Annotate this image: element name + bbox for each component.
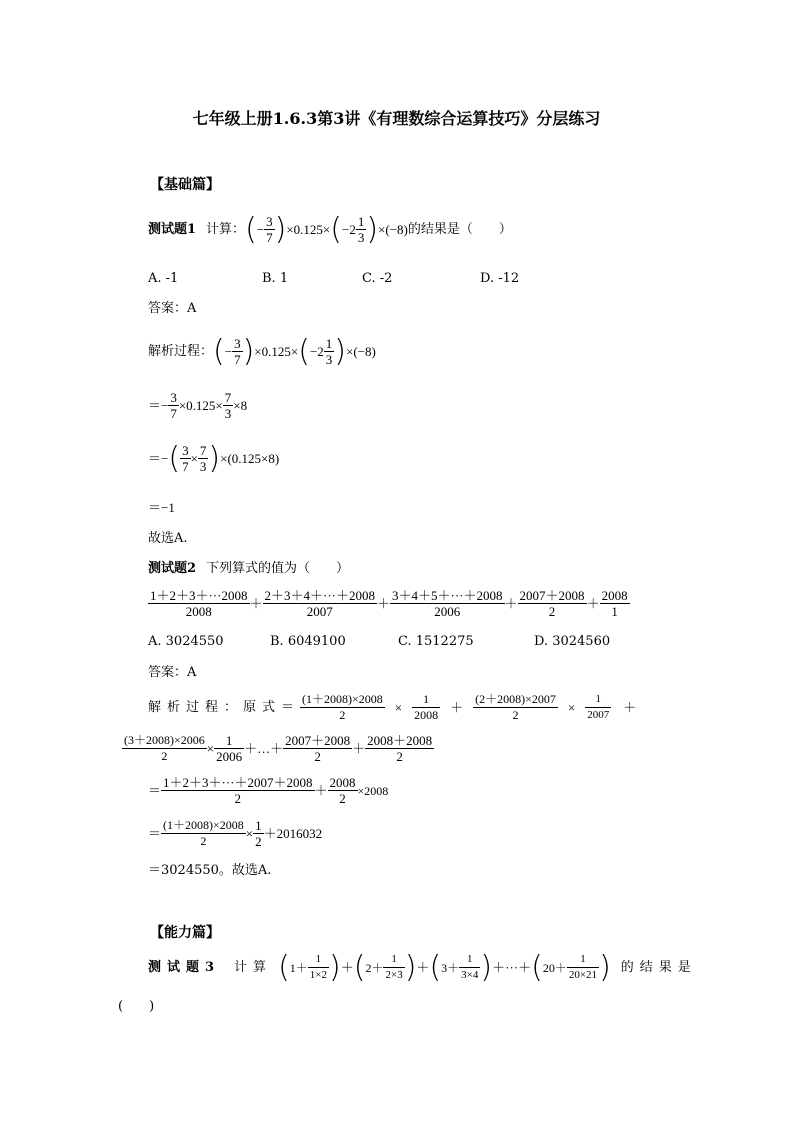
question-1: 测试题1 计算： ( − $\frac{3}{7}$ ) ×0.125× ( −2 $\frac{1}{3}$ ) ×(−8) 的结果是（ ） [148, 211, 512, 247]
question-2 [148, 561, 349, 577]
q1-step-1: ＝− $\frac{3}{7}$ ×0.125× $\frac{7}{3}$ ×8 [148, 390, 248, 421]
question-1-label: 测试题1 [148, 221, 197, 237]
fraction: $\frac{3}{7}$ [266, 214, 273, 245]
fraction: $\frac{1}{3}$ [357, 214, 365, 245]
q2-solution-label: 解析过程：原式＝ [148, 699, 301, 715]
q2-solution-line-4: ＝ $\frac{(1+2008)\times 2008}{2}$ × $\frac{1}{2}$ ＋2016032 [148, 818, 323, 849]
q1-option-c: C. -2 [362, 271, 393, 286]
page-title: 七年级上册1.6.3第3讲《有理数综合运算技巧》分层练习 [192, 109, 601, 128]
question-2-prompt: 下列算式的值为（ ） [206, 561, 350, 576]
q2-option-a: A. 3024550 [148, 634, 224, 649]
question-3-ending: 的结果是 [620, 959, 697, 975]
q1-solution-label: 解析过程： [148, 343, 214, 359]
q2-answer: 答案：A [148, 665, 197, 680]
q2-solution-line-3: ＝ $\frac{1+2+3+\cdot\cdot\cdot+2007+2008}{2}$ ＋ $\frac{2008}{2}$ ×2008 [148, 775, 389, 806]
question-2-expression: $\frac{1+2+3+\cdot\cdot\cdot 2008}{2008}$ ＋ $\frac{2+3+4+\cdot\cdot\cdot+2008}{2007}$ ＋ $\frac{3+4+5+\cdot\cdot\cdot+2008}{2006}$ ＋ $\frac{2007+2008}{2}$ ＋ $\frac{2008}{1}$ [150, 588, 628, 619]
q1-conclusion: 故选A. [148, 531, 188, 546]
question-3-prompt: 计算 [234, 959, 273, 975]
q1-option-d: D. -12 [480, 271, 520, 286]
q2-solution-line-2: $\frac{(3+2008)\times 2006}{2}$ × $\frac{1}{2006}$ ＋…＋ $\frac{2007+2008}{2}$ ＋ $\frac{2008+2008}{2}$ [124, 733, 433, 764]
q2-solution-line-1: 解析过程：原式＝ $\frac{(1+2008)\times 2008}{2}$ × $\frac{1}{2008}$ ＋ $\frac{(2+2008)\times 2007}{2}$ × $\frac{1}{2007}$ ＋ [148, 692, 637, 722]
question-2-label: 测试题2 [148, 561, 197, 576]
q1-step-3: ＝−1 [148, 500, 175, 515]
q1-solution: 解析过程： ( − $\frac{3}{7}$ ) ×0.125× ( −2 $\frac{1}{3}$ ) ×(−8) [148, 333, 376, 369]
q2-option-d: D. 3024560 [534, 634, 611, 649]
q1-option-a: A. -1 [148, 271, 179, 286]
q1-answer: 答案：A [148, 301, 197, 316]
q3-answer-blank: ( ) [118, 999, 155, 1014]
q2-solution-result: ＝3024550。故选A. [148, 863, 272, 878]
section-ability-heading: 【能力篇】 [150, 925, 220, 941]
question-1-ending: 的结果是（ ） [407, 221, 512, 237]
question-3: 测试题3 计算 ( 1＋ $\frac{1}{1\times 2}$ ) ＋ ( 2＋ $\frac{1}{2\times 3}$ ) ＋ ( 3＋ $\frac{1}{3\times 4}$ ) ＋···＋ ( 20＋ $\frac{1}{20\times 21}$ ) 的结果是 [148, 949, 697, 985]
q2-option-b: B. 6049100 [270, 634, 346, 649]
q1-option-b: B. 1 [262, 271, 289, 286]
section-basic-heading: 【基础篇】 [150, 177, 220, 193]
question-3-label: 测试题3 [148, 959, 221, 975]
question-1-prompt: 计算： [206, 221, 246, 237]
q2-option-c: C. 1512275 [398, 634, 474, 649]
q1-step-2: ＝− ( $\frac{3}{7}$ × $\frac{7}{3}$ ) ×(0.125×8) [148, 440, 280, 476]
